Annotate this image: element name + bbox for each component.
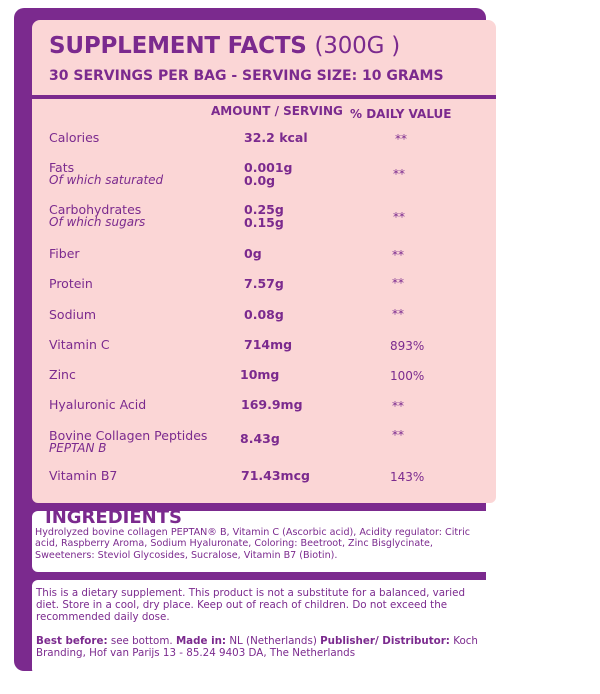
nutrient-amount: 7.57g — [244, 276, 284, 291]
title-weight: (300G ) — [314, 33, 401, 59]
best-before-value: see bottom. — [107, 635, 176, 647]
nutrient-daily-value: ** — [392, 248, 404, 262]
publisher-label: Publisher/ Distributor: — [320, 635, 450, 647]
nutrient-amount: 0.001g — [244, 160, 293, 175]
page-title — [49, 33, 400, 59]
nutrient-amount: 10mg — [240, 367, 280, 382]
nutrient-amount: 714mg — [244, 337, 293, 352]
nutrient-amount: 0g — [244, 246, 262, 261]
nutrient-daily-value: ** — [393, 167, 405, 181]
nutrient-name: Vitamin B7 — [49, 468, 118, 483]
supplement-facts-panel — [32, 20, 496, 503]
nutrient-amount: 8.43g — [240, 431, 280, 446]
nutrient-name: Zinc — [49, 367, 76, 382]
ingredients-text: Hydrolyzed bovine collagen PEPTAN® B, Vitamin C (Ascorbic acid), Acidity regulator: Citric acid, Raspberry Aroma, Sodium Hyaluronate, Coloring: Beetroot, Zinc Bisglycinate, Sweeteners: Steviol Glycosides, Sucralose, Vitamin B7 (Biotin). — [35, 527, 471, 561]
made-in-value: NL (Netherlands) — [226, 635, 321, 647]
nutrient-name: Fiber — [49, 246, 80, 261]
column-header-amount: AMOUNT / SERVING — [211, 104, 343, 118]
nutrient-subname: PEPTAN B — [49, 441, 107, 455]
nutrient-amount: 71.43mcg — [241, 468, 310, 483]
nutrient-amount: 0.25g — [244, 202, 284, 217]
ingredients-panel — [32, 507, 496, 572]
nutrient-daily-value: ** — [392, 428, 404, 442]
nutrient-amount-sub: 0.15g — [244, 215, 284, 230]
origin-info — [36, 635, 491, 659]
nutrient-amount: 32.2 kcal — [244, 130, 308, 145]
nutrient-daily-value: ** — [392, 276, 404, 290]
nutrient-name: Hyaluronic Acid — [49, 397, 147, 412]
disclaimer-text: This is a dietary supplement. This product is not a substitute for a balanced, varied diet. Store in a cool, dry place. Keep out of reach of children. Do not exceed the recommended daily dose. — [36, 587, 466, 623]
nutrient-daily-value: ** — [392, 307, 404, 321]
nutrient-daily-value: 143% — [390, 470, 425, 484]
nutrient-amount-sub: 0.0g — [244, 173, 276, 188]
nutrient-daily-value: 100% — [390, 369, 425, 383]
made-in-label: Made in: — [175, 635, 227, 647]
nutrient-daily-value: ** — [395, 132, 407, 146]
nutrient-amount: 169.9mg — [241, 397, 303, 412]
nutrient-subname: Of which saturated — [49, 173, 164, 187]
nutrient-daily-value: 893% — [390, 339, 425, 353]
column-header-daily-value: % DAILY VALUE — [350, 107, 452, 121]
nutrient-name: Calories — [49, 130, 100, 145]
best-before-label: Best before: — [36, 635, 108, 647]
nutrient-name: Fats — [49, 160, 75, 175]
nutrient-subname: Of which sugars — [49, 215, 146, 229]
publisher-value: Koch Branding, Hof van Parijs 13 - 85.24 9403 DA, The Netherlands — [36, 635, 478, 659]
label-frame — [14, 8, 486, 671]
disclaimer-panel — [32, 580, 496, 675]
header-divider — [32, 95, 496, 99]
nutrient-daily-value: ** — [392, 399, 404, 413]
nutrient-daily-value: ** — [393, 210, 405, 224]
nutrient-name: Bovine Collagen Peptides — [49, 428, 208, 443]
nutrient-name: Carbohydrates — [49, 202, 142, 217]
nutrient-name: Sodium — [49, 307, 97, 322]
nutrient-name: Vitamin C — [49, 337, 110, 352]
servings-line: 30 SERVINGS PER BAG - SERVING SIZE: 10 GRAMS — [49, 68, 444, 84]
nutrient-name: Protein — [49, 276, 93, 291]
title-main: SUPPLEMENT FACTS — [49, 33, 307, 59]
nutrient-amount: 0.08g — [244, 307, 284, 322]
ingredients-heading: INGREDIENTS — [45, 507, 182, 528]
